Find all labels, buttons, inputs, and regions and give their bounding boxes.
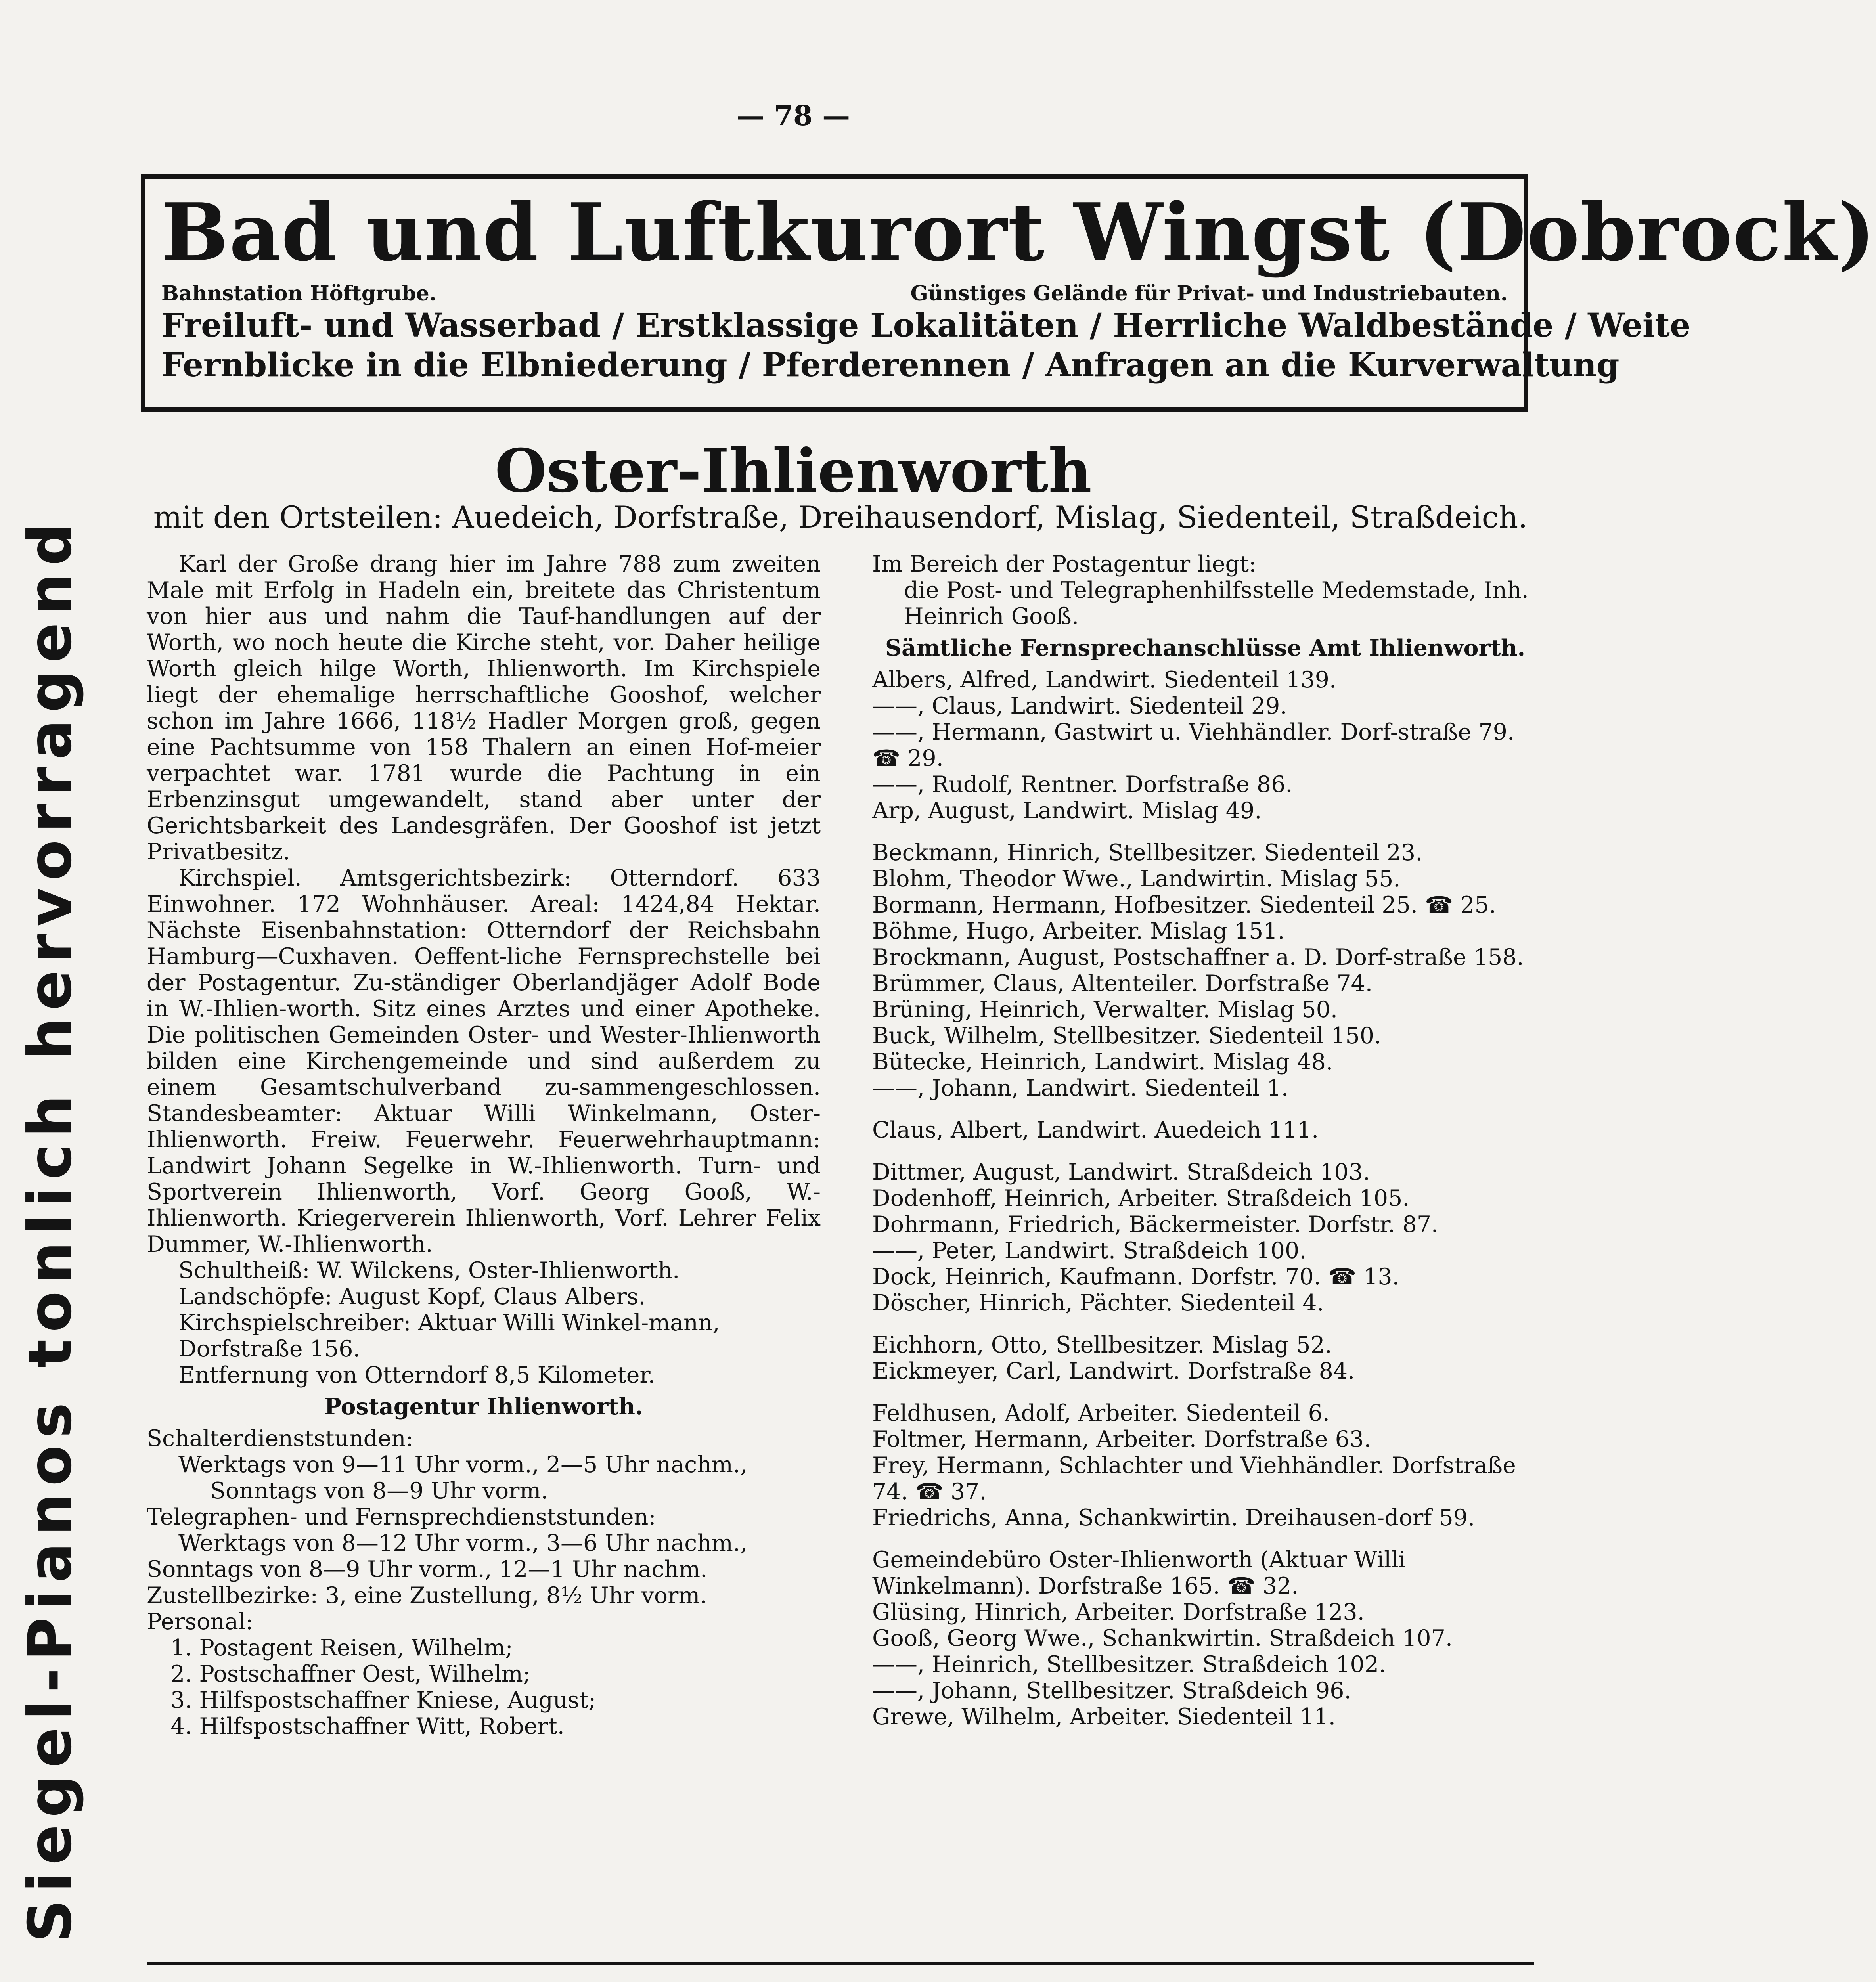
ad-info-row — [161, 281, 1508, 306]
group-gap — [872, 1101, 1538, 1117]
directory-entry: ——, Claus, Landwirt. Siedenteil 29. — [872, 693, 1287, 719]
right-column — [872, 551, 1538, 1730]
directory-entry: ——, Rudolf, Rentner. Dorfstraße 86. — [872, 771, 1293, 798]
directory-entry: Brockmann, August, Postschaffner a. D. Dorf-straße 158. — [872, 944, 1524, 970]
directory-entry: Arp, August, Landwirt. Mislag 49. — [872, 798, 1262, 824]
directory-entry: ——, Heinrich, Stellbesitzer. Straßdeich 102. — [872, 1651, 1386, 1678]
staff-item: 4. Hilfspostschaffner Witt, Robert. — [170, 1713, 565, 1739]
staff-item: 1. Postagent Reisen, Wilhelm; — [170, 1635, 513, 1661]
phone-list-heading: Sämtliche Fernsprechanschlüsse Amt Ihlienworth. — [885, 635, 1526, 661]
directory-entry: Eickmeyer, Carl, Landwirt. Dorfstraße 84. — [872, 1358, 1355, 1384]
directory-entry: Gooß, Georg Wwe., Schankwirtin. Straßdeich 107. — [872, 1625, 1453, 1651]
staff-label: Personal: — [147, 1609, 253, 1635]
directory-entry: Dohrmann, Friedrich, Bäckermeister. Dorfstr. 87. — [872, 1211, 1439, 1238]
directory-entry: Feldhusen, Adolf, Arbeiter. Siedenteil 6. — [872, 1400, 1330, 1426]
post-area-intro: Im Bereich der Postagentur liegt: — [872, 551, 1257, 577]
directory-entry: Dittmer, August, Landwirt. Straßdeich 103. — [872, 1159, 1371, 1185]
group-gap — [872, 1316, 1538, 1332]
group-gap — [872, 824, 1538, 840]
group-gap — [872, 1143, 1538, 1159]
history-paragraph: Karl der Große drang hier im Jahre 788 zum zweiten Male mit Erfolg in Hadeln ein, breitete das Christentum von hier aus und nahm die Tauf-handlungen auf der Worth, wo noch heute die Kirche steht, vor. Daher heilige Worth gleich hilge Worth, Ihlienworth. Im Kirchspiele liegt der ehemalige herrschaftliche Gooshof, welcher schon im Jahre 1666, 118½ Hadler Morgen groß, gegen eine Pachtsumme von 158 Thalern an einen Hof-meier verpachtet war. 1781 wurde die Pachtung in ein Erbenzinsgut umgewandelt, stand aber unter der Gerichtsbarkeit des Landesgräfen. Der Gooshof ist jetzt Privatbesitz. — [147, 551, 821, 865]
directory-entry: Blohm, Theodor Wwe., Landwirtin. Mislag 55. — [872, 866, 1401, 892]
directory-entry: Dodenhoff, Heinrich, Arbeiter. Straßdeich 105. — [872, 1185, 1410, 1211]
telegraph-weekday: Werktags von 8—12 Uhr vorm., 3—6 Uhr nachm., — [178, 1530, 748, 1556]
divider-rule — [147, 1962, 1534, 1965]
parish-paragraph: Kirchspiel. Amtsgerichtsbezirk: Otterndorf. 633 Einwohner. 172 Wohnhäuser. Areal: 1424,84 Hektar. Nächste Eisenbahnstation: Otterndorf der Reichsbahn Hamburg—Cuxhaven. Oeffent-liche Fernsprechstelle bei der Postagentur. Zu-ständiger Oberlandjäger Adolf Bode in W.-Ihlien-worth. Sitz eines Arztes und einer Apotheke. Die politischen Gemeinden Oster- und Wester-Ihlienworth bilden eine Kirchengemeinde und sind außerdem zu einem Gesamtschulverband zu-sammengeschlossen. Standesbeamter: Aktuar Willi Winkelmann, Oster-Ihlienworth. Freiw. Feuerwehr. Feuerwehrhauptmann: Landwirt Johann Segelke in W.-Ihlienworth. Turn- und Sportverein Ihlienworth, Vorf. Georg Gooß, W.-Ihlienworth. Kriegerverein Ihlienworth, Vorf. Lehrer Felix Dummer, W.-Ihlienworth. — [147, 865, 821, 1257]
directory-entry: ——, Peter, Landwirt. Straßdeich 100. — [872, 1238, 1307, 1264]
group-gap — [872, 1384, 1538, 1400]
directory-entry: ——, Johann, Stellbesitzer. Straßdeich 96. — [872, 1678, 1351, 1704]
directory-entry: Glüsing, Hinrich, Arbeiter. Dorfstraße 123. — [872, 1599, 1365, 1625]
clerk-line: Kirchspielschreiber: Aktuar Willi Winkel-mann, Dorfstraße 156. — [178, 1310, 720, 1362]
directory-entry: ——, Hermann, Gastwirt u. Viehhändler. Dorf-straße 79. ☎ 29. — [872, 719, 1514, 771]
directory-entry: Gemeindebüro Oster-Ihlienworth (Aktuar Willi Winkelmann). Dorfstraße 165. ☎ 32. — [872, 1547, 1406, 1599]
ad-terrain: Günstiges Gelände für Privat- und Industriebauten. — [910, 281, 1508, 306]
directory-entry: Beckmann, Hinrich, Stellbesitzer. Siedenteil 23. — [872, 840, 1423, 866]
directory-entry: Eichhorn, Otto, Stellbesitzer. Mislag 52. — [872, 1332, 1332, 1358]
group-gap — [872, 1531, 1538, 1547]
counter-hours-label: Schalterdienststunden: — [147, 1425, 413, 1452]
directory-entry: Foltmer, Hermann, Arbeiter. Dorfstraße 63. — [872, 1426, 1371, 1452]
directory-entry: Brüning, Heinrich, Verwalter. Mislag 50. — [872, 997, 1338, 1023]
directory-entry: Albers, Alfred, Landwirt. Siedenteil 139. — [872, 667, 1337, 693]
post-area-detail: die Post- und Telegraphenhilfsstelle Medemstade, Inh. Heinrich Gooß. — [904, 577, 1529, 629]
phone-directory — [872, 667, 1538, 1730]
directory-entry: ——, Johann, Landwirt. Siedenteil 1. — [872, 1075, 1288, 1101]
staff-item: 3. Hilfspostschaffner Kniese, August; — [170, 1687, 596, 1713]
directory-entry: Claus, Albert, Landwirt. Auedeich 111. — [872, 1117, 1319, 1143]
left-column — [147, 551, 821, 1739]
delivery-line: Zustellbezirke: 3, eine Zustellung, 8½ Uhr vorm. — [147, 1582, 707, 1609]
staff-item: 2. Postschaffner Oest, Wilhelm; — [170, 1661, 531, 1687]
ad-station: Bahnstation Höftgrube. — [161, 281, 436, 306]
ad-title: Bad und Luftkurort Wingst (Dobrock) — [161, 186, 1876, 279]
directory-entry: Brümmer, Claus, Altenteiler. Dorfstraße 74. — [872, 970, 1373, 997]
directory-entry: Friedrichs, Anna, Schankwirtin. Dreihausen-dorf 59. — [872, 1505, 1475, 1531]
directory-entry: Grewe, Wilhelm, Arbeiter. Siedenteil 11. — [872, 1704, 1336, 1730]
telegraph-label: Telegraphen- und Fernsprechdienststunden: — [147, 1504, 656, 1530]
post-agency-title: Postagentur Ihlienworth. — [324, 1393, 643, 1420]
directory-entry: Frey, Hermann, Schlachter und Viehhändler. Dorfstraße 74. ☎ 37. — [872, 1452, 1516, 1505]
ad-line-2: Fernblicke in die Elbniederung / Pferderennen / Anfragen an die Kurverwaltung — [161, 346, 1619, 384]
directory-entry: Döscher, Hinrich, Pächter. Siedenteil 4. — [872, 1290, 1324, 1316]
directory-entry: Buck, Wilhelm, Stellbesitzer. Siedenteil 150. — [872, 1023, 1382, 1049]
counter-sunday: Sonntags von 8—9 Uhr vorm. — [210, 1478, 548, 1504]
mayor-line: Schultheiß: W. Wilckens, Oster-Ihlienworth. — [178, 1257, 680, 1284]
town-subtitle: mit den Ortsteilen: Auedeich, Dorfstraße, Dreihausendorf, Mislag, Siedenteil, Straßdeich. — [153, 499, 1528, 535]
directory-entry: Dock, Heinrich, Kaufmann. Dorfstr. 70. ☎ 13. — [872, 1264, 1399, 1290]
counter-weekday: Werktags von 9—11 Uhr vorm., 2—5 Uhr nachm., — [178, 1452, 748, 1478]
directory-entry: Böhme, Hugo, Arbeiter. Mislag 151. — [872, 918, 1285, 944]
directory-entry: Bormann, Hermann, Hofbesitzer. Siedenteil 25. ☎ 25. — [872, 892, 1496, 918]
distance-line: Entfernung von Otterndorf 8,5 Kilometer. — [178, 1362, 655, 1388]
town-title: Oster-Ihlienworth — [495, 436, 1092, 506]
ad-line-1: Freiluft- und Wasserbad / Erstklassige Lokalitäten / Herrliche Waldbestände / Weite — [161, 306, 1691, 344]
jurors-line: Landschöpfe: August Kopf, Claus Albers. — [178, 1284, 646, 1310]
top-advertisement — [141, 174, 1876, 412]
side-advertisement: Siegel-Pianos tonlich hervorragend — [16, 516, 85, 1942]
page-number: — 78 — — [736, 99, 850, 132]
directory-entry: Bütecke, Heinrich, Landwirt. Mislag 48. — [872, 1049, 1333, 1075]
telegraph-sunday: Sonntags von 8—9 Uhr vorm., 12—1 Uhr nachm. — [147, 1556, 708, 1582]
